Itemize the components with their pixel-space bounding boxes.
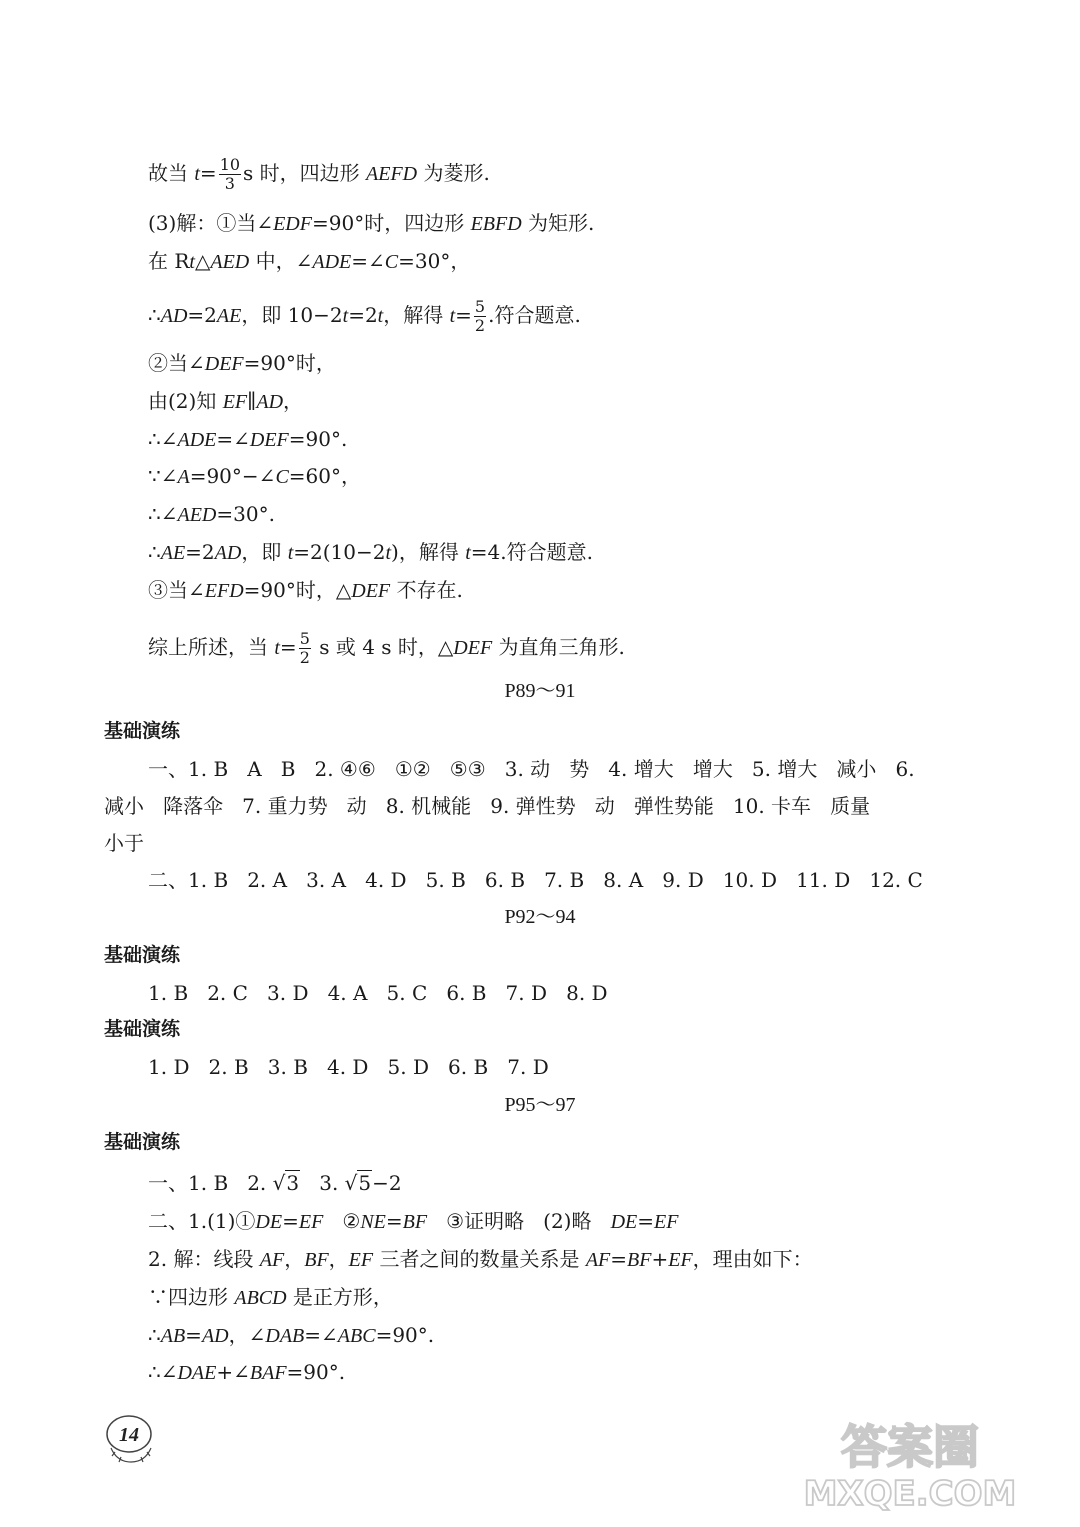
answer-line: ∴∠AED=30°. — [148, 502, 275, 526]
fraction: $\frac{10}{3}$ — [219, 155, 241, 193]
answer-line: 二、1. B 2. A 3. A 4. D 5. B 6. B 7. B 8. A 9. D 10. D 11. D 12. C — [148, 868, 923, 892]
answer-line: ∴∠ADE=∠DEF=90°. — [148, 427, 348, 451]
section-heading: 基础演练 — [104, 944, 181, 966]
page-range-heading: P95～97 — [504, 1094, 576, 1116]
answer-line: 二、1.(1)①DE=EF ②NE=BF ③证明略 (2)略 DE=EF — [148, 1209, 679, 1233]
watermark-logo — [780, 1405, 1040, 1515]
answer-line: 1. B 2. C 3. D 4. A 5. C 6. B 7. D 8. D — [148, 981, 608, 1005]
section-heading: 基础演练 — [104, 1131, 181, 1153]
square-root: √5 — [344, 1171, 372, 1195]
watermark-url: MXQE.COM — [803, 1474, 1017, 1514]
square-root: √3 — [272, 1171, 300, 1195]
answer-line: 2. 解：线段 AF，BF，EF 三者之间的数量关系是 AF=BF+EF，理由如下： — [148, 1247, 813, 1271]
answer-line: 一、1. B A B 2. ④⑥ ①② ⑤③ 3. 动 势 4. 增大 增大 5. 增大 减小 6. — [148, 757, 915, 781]
answer-line: 一、1. B 2. √3 3. √5−2 — [148, 1171, 402, 1195]
answer-line: 1. D 2. B 3. B 4. D 5. D 6. B 7. D — [148, 1055, 549, 1079]
answer-line: 由(2)知 EF∥AD， — [148, 389, 304, 413]
answer-line: ∴AE=2AD，即 t=2(10−2t)，解得 t=4.符合题意. — [148, 540, 593, 564]
page-range-heading: P89～91 — [504, 680, 576, 702]
section-heading: 基础演练 — [104, 720, 181, 742]
watermark-text: 答案圈 — [841, 1420, 979, 1474]
answer-line: 小于 — [104, 831, 144, 855]
answer-line: (3)解：①当∠EDF=90°时，四边形 EBFD 为矩形. — [148, 211, 595, 235]
answer-line: ∵∠A=90°−∠C=60°， — [148, 464, 361, 488]
answer-line: 减小 降落伞 7. 重力势 动 8. 机械能 9. 弹性势 动 弹性势能 10. 卡车 质量 — [104, 794, 871, 818]
section-heading: 基础演练 — [104, 1018, 181, 1040]
page-number-badge — [103, 1412, 159, 1468]
answer-line: ②当∠DEF=90°时， — [148, 351, 336, 375]
page-number: 14 — [119, 1424, 139, 1446]
answer-line: ∴AB=AD，∠DAB=∠ABC=90°. — [148, 1323, 435, 1347]
answer-line: ∵四边形 ABCD 是正方形， — [148, 1285, 393, 1309]
answer-line: ∴AD=2AE，即 10−2t=2t，解得 t= $\frac{5}{2}$ .符合题意. — [148, 297, 581, 335]
answer-line: ③当∠EFD=90°时，△DEF 不存在. — [148, 578, 463, 602]
fraction: $\frac{5}{2}$ — [474, 297, 486, 335]
answer-line: 故当 t= $\frac{10}{3}$ s 时，四边形 AEFD 为菱形. — [148, 155, 490, 193]
page-range-heading: P92～94 — [504, 906, 576, 928]
answer-line: 在 Rt△AED 中，∠ADE=∠C=30°， — [148, 249, 471, 273]
answer-line: ∴∠DAE+∠BAF=90°. — [148, 1360, 346, 1384]
answer-line: 综上所述，当 t= $\frac{5}{2}$ s 或 4 s 时，△DEF 为直角三角形. — [148, 629, 625, 667]
fraction: $\frac{5}{2}$ — [299, 629, 310, 667]
